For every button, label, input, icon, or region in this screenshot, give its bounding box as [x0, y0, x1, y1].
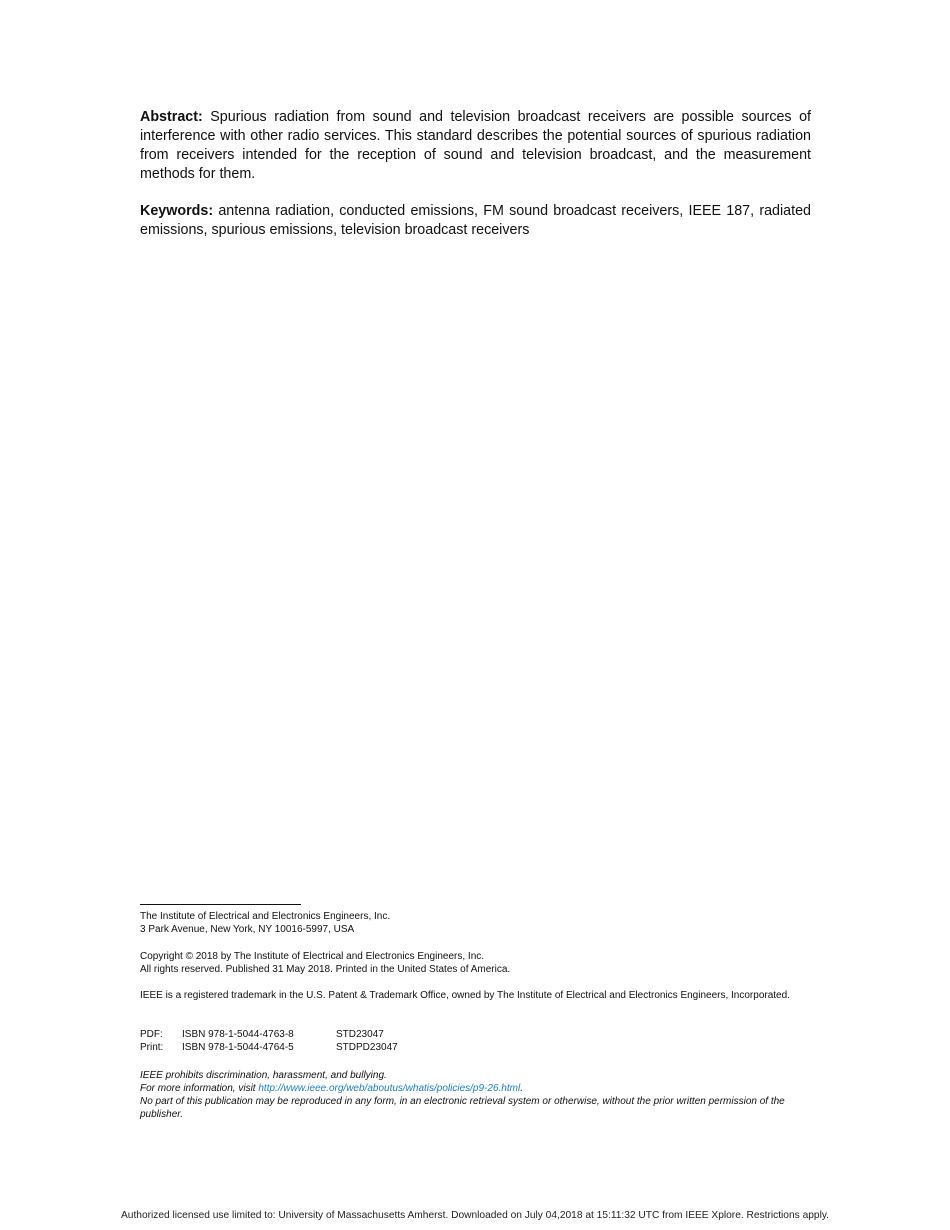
publisher-name: The Institute of Electrical and Electronics Engineers, Inc. — [140, 911, 391, 922]
abstract-paragraph — [140, 108, 811, 184]
footnote-divider — [140, 904, 301, 905]
policy-statement: IEEE prohibits discrimination, harassment, and bullying. — [140, 1070, 387, 1081]
policy-link[interactable]: http://www.ieee.org/web/aboutus/whatis/policies/p9-26.html — [258, 1083, 521, 1094]
isbn-row-print — [140, 1041, 812, 1054]
keywords-paragraph — [140, 202, 811, 240]
license-footer: Authorized licensed use limited to: University of Massachusetts Amherst. Downloaded on July 04,2018 at 15:11:32 UTC from IEEE Xplore. Restrictions apply. — [121, 1210, 829, 1221]
reproduction-notice: No part of this publication may be reproduced in any form, in an electronic retrieval system or otherwise, without the prior written permission of the publisher. — [140, 1096, 785, 1120]
publisher-block — [140, 910, 812, 936]
policy-block — [140, 1069, 812, 1121]
rights-line: All rights reserved. Published 31 May 2018. Printed in the United States of America. — [140, 964, 511, 975]
trademark-notice: IEEE is a registered trademark in the U.S. Patent & Trademark Office, owned by The Institute of Electrical and Electronics Engineers, Incorporated. — [140, 990, 790, 1001]
isbn-number: ISBN 978-1-5044-4764-5 — [182, 1042, 294, 1053]
isbn-format: Print: — [140, 1042, 164, 1053]
isbn-row-pdf — [140, 1028, 812, 1041]
copyright-block — [140, 950, 812, 976]
policy-info-prefix: For more information, visit — [140, 1083, 259, 1094]
isbn-format: PDF: — [140, 1029, 163, 1040]
isbn-code: STDPD23047 — [336, 1042, 398, 1053]
isbn-code: STD23047 — [336, 1029, 384, 1040]
copyright-line: Copyright © 2018 by The Institute of Electrical and Electronics Engineers, Inc. — [140, 951, 485, 962]
keywords-text: antenna radiation, conducted emissions, FM sound broadcast receivers, IEEE 187, radiated emissions, spurious emissions, television broadcast receivers — [140, 203, 811, 238]
publisher-address: 3 Park Avenue, New York, NY 10016-5997, USA — [140, 924, 355, 935]
abstract-text: Spurious radiation from sound and television broadcast receivers are possible sources of interference with other radio services. This standard describes the potential sources of spurious radiation from receivers intended for the reception of sound and television broadcast, and the measurement methods for them. — [140, 109, 811, 182]
isbn-number: ISBN 978-1-5044-4763-8 — [182, 1029, 294, 1040]
abstract-label: Abstract: — [140, 109, 203, 125]
policy-info-suffix: . — [520, 1083, 523, 1094]
keywords-label: Keywords: — [140, 203, 214, 219]
isbn-block — [140, 1028, 812, 1054]
policy-info-line — [140, 1082, 812, 1095]
